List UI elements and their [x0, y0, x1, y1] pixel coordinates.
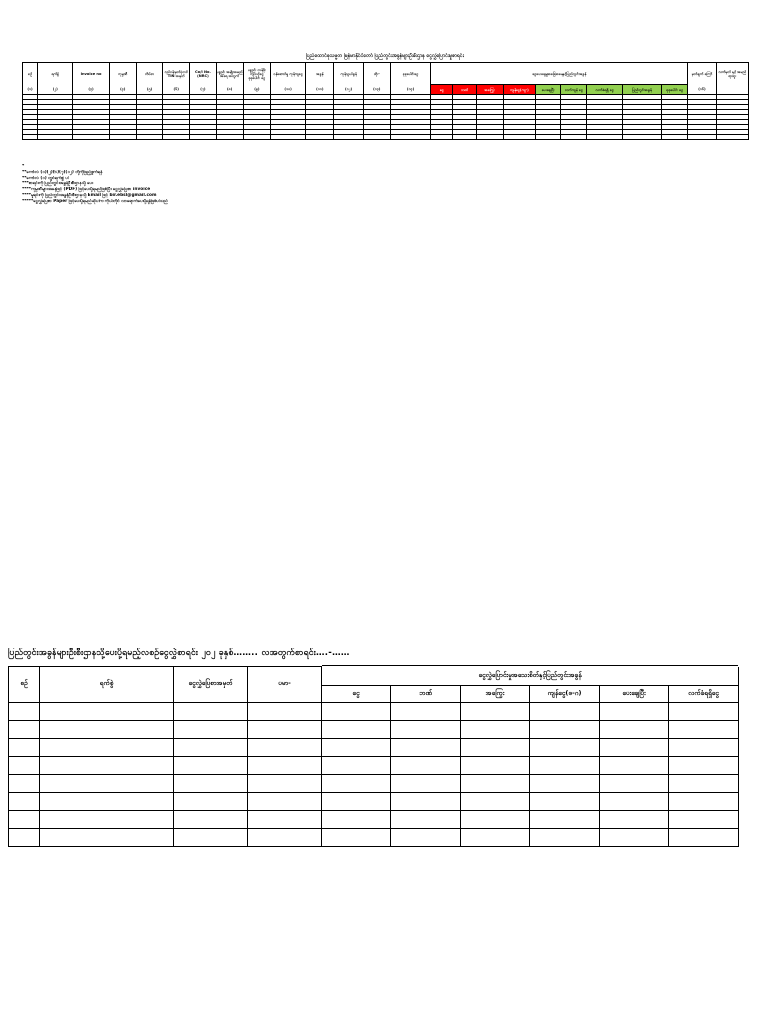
table-cell: [669, 810, 739, 828]
transfer-subheader: လက်ခံရရှိငွေ: [669, 685, 739, 702]
transfer-subheader: အကြွေး: [461, 685, 530, 702]
table-cell: [461, 792, 530, 810]
table-cell: [669, 702, 739, 720]
table-cell: [622, 135, 661, 140]
table-cell: [600, 792, 669, 810]
note-line: **ကော်လံ (၁) တွင်ရက်စွဲ ပါ: [22, 175, 69, 181]
table-cell: [461, 702, 530, 720]
table-cell: [40, 774, 174, 792]
table-cell: [322, 774, 391, 792]
table-cell: [391, 810, 461, 828]
payment-subheader: ပြည်တွင်းအခွန်: [622, 85, 661, 95]
column-header: စဉ်: [9, 667, 40, 703]
table-cell: [669, 774, 739, 792]
column-header: လက်မှတ် နှင့် အမည် ရာထူး: [716, 63, 748, 85]
column-header: လုပ်ငန်းမှတ်ပုံတင် TIN အမှတ်: [163, 63, 190, 85]
table-cell: [476, 135, 503, 140]
table-cell: [322, 756, 391, 774]
column-header: Invoice no: [73, 63, 109, 85]
table-cell: [248, 774, 322, 792]
table-cell: [248, 738, 322, 756]
table-cell: [669, 828, 739, 846]
table-cell: [600, 828, 669, 846]
table-row: [9, 774, 739, 792]
table-cell: [216, 135, 243, 140]
column-number: (၃): [73, 85, 109, 95]
table-cell: [73, 135, 109, 140]
column-header: ကုမ္ပဏီ: [109, 63, 136, 85]
payment-subheader: ပေးချေပြီး: [536, 85, 561, 95]
table-cell: [109, 135, 136, 140]
table-cell: [600, 738, 669, 756]
table-cell: [600, 702, 669, 720]
table-cell: [174, 774, 248, 792]
table-cell: [391, 828, 461, 846]
table-cell: [9, 774, 40, 792]
table-cell: [40, 756, 174, 774]
table-cell: [587, 135, 622, 140]
column-number: [716, 85, 748, 95]
table-cell: [530, 738, 600, 756]
column-header: ရက်စွဲ: [38, 63, 73, 85]
table-cell: [322, 792, 391, 810]
table-cell: [9, 756, 40, 774]
transfer-subheader: ပေးချေပြီး: [600, 685, 669, 702]
table-cell: [431, 135, 453, 140]
table-cell: [38, 135, 73, 140]
table-cell: [248, 702, 322, 720]
note-line: ****ကုမ္ပဏီများအနေဖြင့် (PDF) ဖြင့်ပေးပို့ရမည်ဖြစ်ပြီး ငွေလွှဲပြေစာ invoice: [22, 187, 151, 193]
column-number: (၄): [109, 85, 136, 95]
transfer-subheader: ဘဏ်: [391, 685, 461, 702]
table-cell: [9, 828, 40, 846]
column-header: မှတ်ချက် ကြော်: [688, 63, 716, 85]
note-line: *: [22, 164, 25, 169]
table-row: [9, 702, 739, 720]
table-cell: [391, 702, 461, 720]
table-cell: [453, 135, 476, 140]
column-header: ငွေလွှဲပြေစာအမှတ်: [174, 667, 248, 703]
column-header: ပမာ-: [248, 667, 322, 703]
table-cell: [461, 810, 530, 828]
table-cell: [536, 135, 561, 140]
column-number: (၁၂): [334, 85, 363, 95]
table-cell: [40, 828, 174, 846]
table-cell: [248, 810, 322, 828]
transfer-group-header: ငွေလွှဲပြောင်းမှုအသေးစိတ်နှင့်ပြည်တွင်းအခွန်: [322, 667, 739, 686]
note-line: ***စာရင်းကို ပြည်တွင်းအခွန်ဦးစီးဌာနသို့ ပေး: [22, 181, 94, 187]
table-cell: [163, 135, 190, 140]
table-cell: [530, 756, 600, 774]
table-cell: [9, 702, 40, 720]
table-cell: [9, 810, 40, 828]
table-cell: [530, 792, 600, 810]
table-cell: [669, 792, 739, 810]
table-cell: [669, 756, 739, 774]
note-line: **ကော်လံ (၁)(၂)(၆)(၇)(၁၂) တို့ကိုဖြည့်စွက်ရန်: [22, 169, 103, 175]
payment-subheader: ကျန်ငွေ(ကျ-): [503, 85, 535, 95]
column-number: (၁၄): [390, 85, 430, 95]
column-number: (၅): [136, 85, 162, 95]
table-cell: [248, 720, 322, 738]
table-cell: [40, 738, 174, 756]
table-cell: [174, 810, 248, 828]
column-header: ရက်စွဲ: [40, 667, 174, 703]
table-cell: [363, 135, 390, 140]
table-cell: [174, 702, 248, 720]
table-cell: [688, 135, 716, 140]
table-row: [9, 756, 739, 774]
column-header: စုစုပေါင်းငွေ: [390, 63, 430, 85]
column-header: အခွန်: [306, 63, 334, 85]
table-cell: [600, 810, 669, 828]
table-cell: [461, 738, 530, 756]
table-cell: [716, 135, 748, 140]
payment-subheader: ငွေ: [431, 85, 453, 95]
table-cell: [334, 135, 363, 140]
table-cell: [322, 810, 391, 828]
table-cell: [530, 810, 600, 828]
payment-group-header: ငွေပေးချေမှုအခြေအနေနှင့်ပြည်တွင်းအခွန်: [431, 63, 688, 85]
table-cell: [9, 720, 40, 738]
transfer-subheader: ကျန်ငွေ(ဖ-ဂ): [530, 685, 600, 702]
table-cell: [391, 738, 461, 756]
table-cell: [190, 135, 216, 140]
table-cell: [662, 135, 688, 140]
table-cell: [600, 756, 669, 774]
table-cell: [40, 792, 174, 810]
column-number: (၁): [23, 85, 38, 95]
column-number: (၂): [38, 85, 73, 95]
table-cell: [40, 702, 174, 720]
table-cell: [136, 135, 162, 140]
bottom-table-title: ပြည်တွင်းအခွန်များဦးစီးဌာနသို့ပေးပို့ရမည့်လစဉ်ငွေလွှဲစာရင်း ၂၀၂ ခုနှစ်…….. လအတွက်စာရင်း….-……: [8, 648, 350, 658]
transfer-subheader: ငွေ: [322, 685, 391, 702]
payment-subheader: စုစုပေါင်း ငွေ: [662, 85, 688, 95]
table-cell: [9, 792, 40, 810]
table-cell: [40, 720, 174, 738]
monthly-transfer-table: [8, 666, 739, 847]
column-header: ဝန်ဆောင်မှု ကုန်ကျငွေ: [270, 63, 305, 85]
table-cell: [23, 135, 38, 140]
table-cell: [322, 738, 391, 756]
table-cell: [270, 135, 305, 140]
column-header: ထိုး-: [363, 63, 390, 85]
table-cell: [174, 828, 248, 846]
table-cell: [322, 720, 391, 738]
table-cell: [174, 756, 248, 774]
column-number: (၁၀): [270, 85, 305, 95]
payment-subheader: လက်ကျန် ငွေ: [561, 85, 587, 95]
table-cell: [669, 720, 739, 738]
table-cell: [600, 774, 669, 792]
column-number: (၁၁): [306, 85, 334, 95]
table-cell: [600, 720, 669, 738]
table-row: [23, 135, 749, 140]
table-cell: [461, 756, 530, 774]
notes-block: [22, 164, 522, 205]
top-table-title: ပြည်ထောင်စုသမ္မတ မြန်မာနိုင်ငံတော် ပြည်တွင်းအခွန်များဦးစီးဌာန ငွေလွှဲပြောင်းမှုစာရင်း: [306, 53, 464, 59]
table-cell: [248, 792, 322, 810]
table-cell: [391, 720, 461, 738]
table-cell: [174, 792, 248, 810]
column-header: စဉ်: [23, 63, 38, 85]
table-cell: [9, 738, 40, 756]
table-cell: [322, 702, 391, 720]
payment-subheader: အကြွေး: [476, 85, 503, 95]
table-cell: [391, 792, 461, 810]
table-cell: [461, 720, 530, 738]
table-cell: [40, 810, 174, 828]
payment-subheader: ဘဏ်: [453, 85, 476, 95]
table-cell: [461, 774, 530, 792]
table-row: [9, 828, 739, 846]
payment-subheader: လက်ခံရရှိ ငွေ: [587, 85, 622, 95]
table-cell: [530, 702, 600, 720]
table-cell: [530, 828, 600, 846]
table-row: [9, 738, 739, 756]
table-row: [9, 810, 739, 828]
note-line: *****ငွေလွှဲပြေစာ Paper ဖြင့်ပေးပို့ရမည်ဆိုပါက ကိုယ်တိုင် လာရောက်ပေးပို့ရန်ဖြစ်ပါသည်: [22, 198, 168, 204]
top-register-table: [22, 62, 749, 140]
table-cell: [391, 756, 461, 774]
column-header: ပစ္စည်း တန်ဖိုး ကျသင့်ငွေ စုစုပေါင်း ငွေ: [243, 63, 270, 85]
table-cell: [306, 135, 334, 140]
table-cell: [503, 135, 535, 140]
note-line: ****မူရင်းကို ပြည်တွင်းအခွန်ဦးစီးဌာနသို့ Email ဖြင့် bir.ebsl@gmail.com: [22, 192, 157, 198]
table-cell: [391, 774, 461, 792]
table-cell: [390, 135, 430, 140]
column-header: လိပ်စာ: [136, 63, 162, 85]
table-cell: [669, 738, 739, 756]
column-header: ကုန်သွယ်ခွန်: [334, 63, 363, 85]
table-cell: [461, 828, 530, 846]
column-number: (၉): [243, 85, 270, 95]
table-cell: [530, 774, 600, 792]
table-cell: [174, 720, 248, 738]
column-number: (၁၃): [363, 85, 390, 95]
table-row: [9, 792, 739, 810]
table-row: [9, 720, 739, 738]
column-header: Co/I No. (NRC): [190, 63, 216, 85]
column-number: (၇): [190, 85, 216, 95]
column-header: ပစ္စည်း အမျိုးအမည် အရေ အတွက်: [216, 63, 243, 85]
table-cell: [530, 720, 600, 738]
table-cell: [322, 828, 391, 846]
column-number: (၆): [163, 85, 190, 95]
column-number: (၁၆): [688, 85, 716, 95]
table-cell: [561, 135, 587, 140]
column-number: (၈): [216, 85, 243, 95]
table-cell: [243, 135, 270, 140]
table-cell: [174, 738, 248, 756]
table-cell: [248, 756, 322, 774]
table-cell: [248, 828, 322, 846]
